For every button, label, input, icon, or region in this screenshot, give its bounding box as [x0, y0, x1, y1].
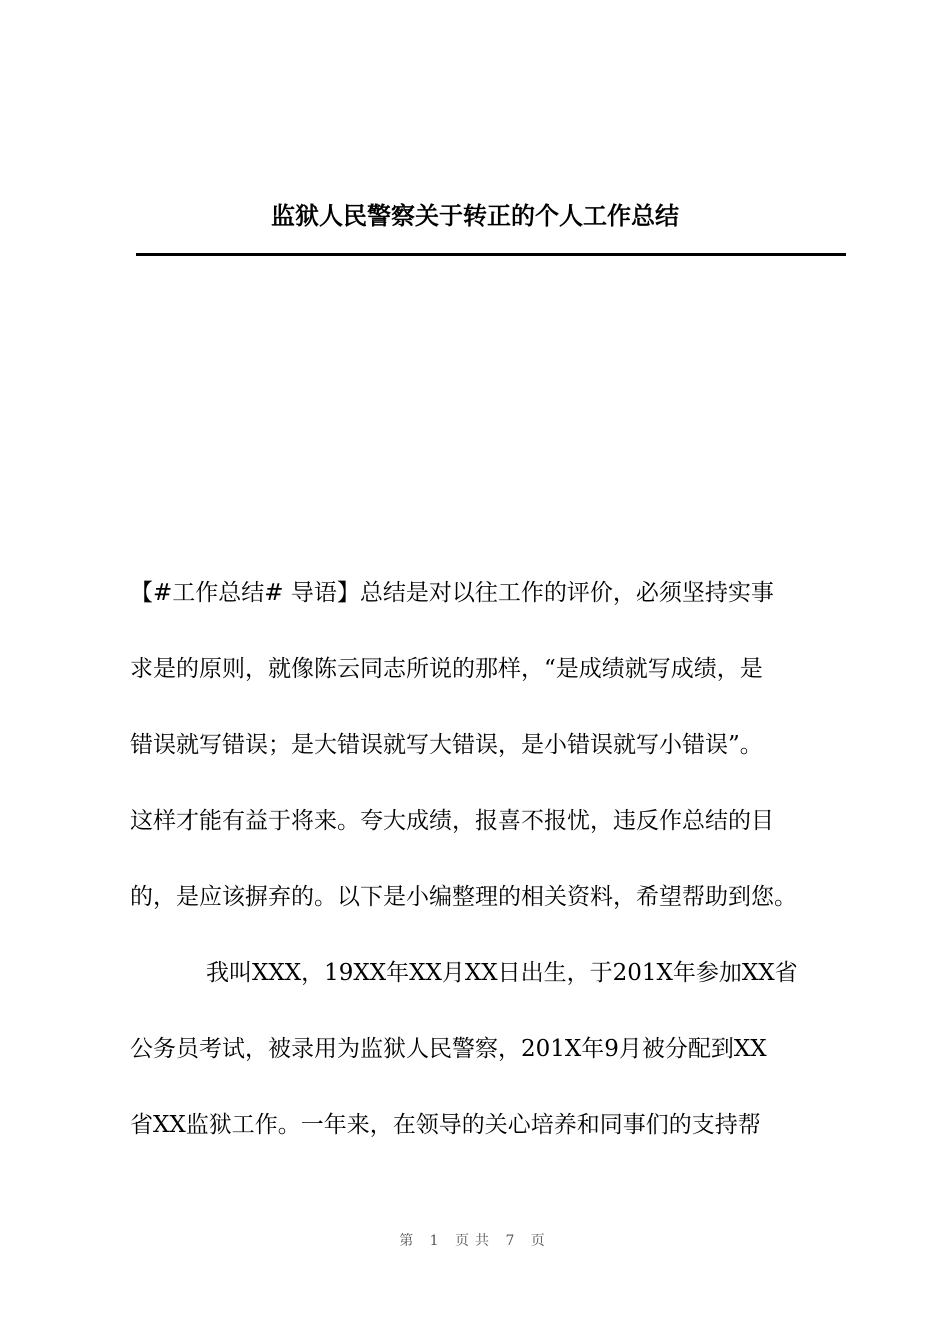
body-line-3: 错误就写错误；是大错误就写大错误，是小错误就写小错误”。 — [130, 732, 763, 758]
title-underline — [136, 253, 846, 256]
body-line-2: 求是的原则，就像陈云同志所说的那样，“是成绩就写成绩，是 — [130, 656, 763, 682]
body-line-5: 的，是应该摒弃的。以下是小编整理的相关资料，希望帮助到您。 — [130, 884, 797, 910]
body-line-4: 这样才能有益于将来。夸大成绩，报喜不报忧，违反作总结的目 — [130, 808, 774, 834]
body-line-6: 我叫XXX，19XX年XX月XX日出生，于201X年参加XX省 — [206, 960, 798, 986]
body-line-7: 公务员考试，被录用为监狱人民警察，201X年9月被分配到XX — [130, 1036, 767, 1062]
page-footer: 第 1 页共 7 页 — [399, 1233, 551, 1249]
body-line-8: 省XX监狱工作。一年来，在领导的关心培养和同事们的支持帮 — [130, 1112, 761, 1138]
document-title: 监狱人民警察关于转正的个人工作总结 — [271, 202, 679, 230]
body-line-1: 【#工作总结# 导语】总结是对以往工作的评价，必须坚持实事 — [130, 580, 774, 606]
